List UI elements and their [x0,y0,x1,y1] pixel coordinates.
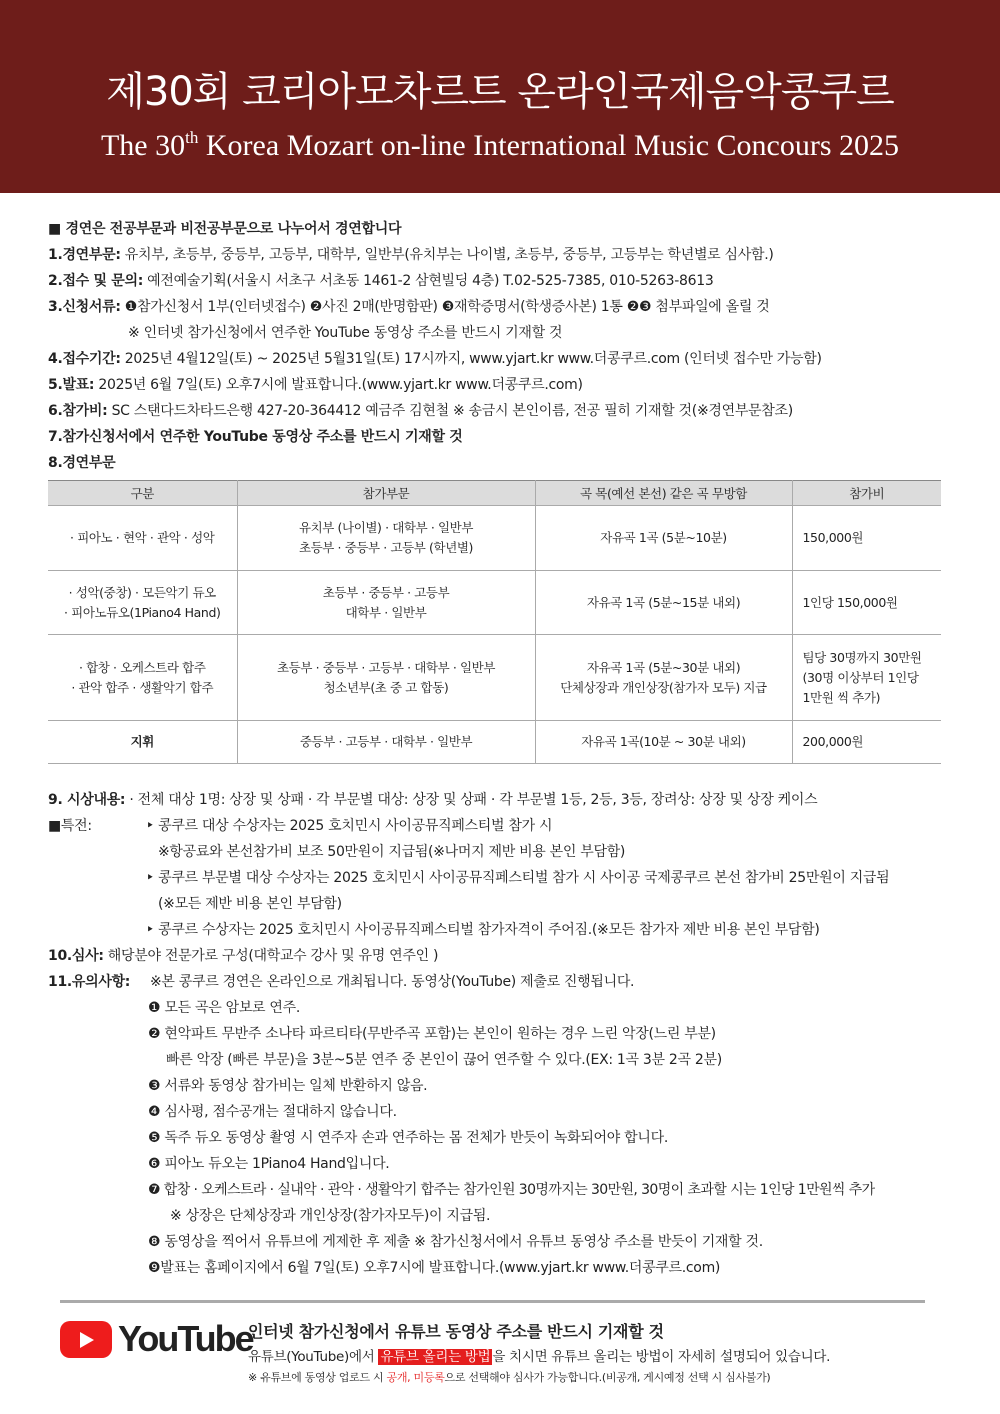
line-special-2-note: (※모든 제반 비용 본인 부담함) [158,896,342,912]
note-4: ❹ 심사평, 점수공개는 절대하지 않습니다. [148,1104,397,1120]
note-3: ❸ 서류와 동영상 참가비는 일체 반환하지 않음. [148,1078,428,1094]
table-cell: · 피아노 · 현악 · 관악 · 성악 [48,506,237,571]
note-9: ❾발표는 홈페이지에서 6월 7일(토) 오후7시에 발표합니다.(www.yjart.kr www.더콩쿠르.com) [148,1260,721,1276]
table-cell: 자유곡 1곡 (5분~15분 내외) [535,571,792,635]
line-special-1: ‣ 콩쿠르 대상 수상자는 2025 호치민시 사이공뮤직페스티벌 참가 시 [146,818,553,834]
table-cell: 초등부 · 중등부 · 고등부 · 대학부 · 일반부 청소년부(초 중 고 합동) [237,635,535,721]
col-header: 참가부문 [237,481,535,506]
title-korean: 제30회 코리아모차르트 온라인국제음악콩쿠르 [106,69,894,115]
categories-table [48,480,941,764]
intro-line: ■ 경연은 전공부문과 비전공부문으로 나누어서 경연합니다 [48,221,402,237]
col-header: 구분 [48,481,237,506]
note-0: ※본 콩쿠르 경연은 온라인으로 개최됩니다. 동영상(YouTube) 제출로 진행됩니다. [150,974,635,990]
line-special-label: ■특전: [48,818,92,834]
table-cell: 지휘 [48,721,237,764]
line-special-1-note: ※항공료와 본선참가비 보조 50만원이 지급됨(※나머지 제반 비용 본인 부담함) [158,844,626,860]
footer-divider [60,1300,925,1303]
line-period: 4.접수기간: 2025년 4월12일(토) ~ 2025년 5월31일(토) 17시까지, www.yjart.kr www.더콩쿠르.com (인터넷 접수만 가능함) [48,351,822,367]
note-7b: ※ 상장은 단체상장과 개인상장(참가자모두)이 지급됨. [170,1208,491,1224]
line-categories-heading: 8.경연부문 [48,455,116,471]
note-2: ❷ 현악파트 무반주 소나타 파르티타(무반주곡 포함)는 본인이 원하는 경우 느린 악장(느린 부분) [148,1026,716,1042]
youtube-wordmark: YouTube [118,1318,253,1359]
table-cell: · 합창 · 오케스트라 합주 · 관악 합주 · 생활악기 합주 [48,635,237,721]
footer-headline: 인터넷 참가신청에서 유튜브 동영상 주소를 반드시 기재할 것 [248,1322,664,1341]
line-documents-note: ※ 인터넷 참가신청에서 연주한 YouTube 동영상 주소를 반드시 기재할 것 [128,325,563,341]
line-fee: 6.참가비: SC 스탠다드차타드은행 427-20-364412 예금주 김현철 ※ 송금시 본인이름, 전공 필히 기재할 것(※경연부문참조) [48,403,793,419]
title-english: The 30th Korea Mozart on-line International Music Concours 2025 [100,128,900,162]
table-cell: 200,000원 [792,721,941,764]
table-row [48,506,941,571]
table-cell: 중등부 · 고등부 · 대학부 · 일반부 [237,721,535,764]
table-header-row [48,481,941,506]
table-cell: 1인당 150,000원 [792,571,941,635]
table-row [48,571,941,635]
line-special-2: ‣ 콩쿠르 부문별 대상 수상자는 2025 호치민시 사이공뮤직페스티벌 참가 시 사이공 국제콩쿠르 본선 참가비 25만원이 지급됨 [146,870,890,886]
table-cell: 자유곡 1곡 (5분~10분) [535,506,792,571]
col-header: 곡 목(예선 본선) 같은 곡 무방함 [535,481,792,506]
line-youtube-notice: 7.참가신청서에서 연주한 YouTube 동영상 주소를 반드시 기재할 것 [48,429,463,445]
col-header: 참가비 [792,481,941,506]
table-row [48,635,941,721]
line-judging: 10.심사: 해당분야 전문가로 구성(대학교수 강사 및 유명 연주인 ) [48,948,439,964]
search-term-highlight: 유튜브 올리는 방법 [380,1349,491,1365]
youtube-play-icon [60,1321,112,1358]
header-banner [0,0,1000,193]
table-cell: 자유곡 1곡 (5분~30분 내외) 단체상장과 개인상장(참가자 모두) 지급 [535,635,792,721]
line-notes-label: 11.유의사항: [48,974,131,990]
table-row [48,721,941,764]
table-cell: 자유곡 1곡(10분 ~ 30분 내외) [535,721,792,764]
footer-note: ※ 유튜브에 동영상 업로드 시 공개, 미등록으로 선택해야 심사가 가능합니다.(비공개, 게시예정 선택 시 심사불가) [248,1371,771,1384]
note-8: ❽ 동영상을 찍어서 유튜브에 게제한 후 제출 ※ 참가신청서에서 유튜브 동영상 주소를 반듯이 기재할 것. [148,1234,763,1250]
note-6: ❻ 피아노 듀오는 1Piano4 Hand입니다. [148,1156,390,1172]
line-documents: 3.신청서류: ❶참가신청서 1부(인터넷접수) ❷사진 2매(반명함판) ❸재학증명서(학생증사본) 1통 ❷❸ 첨부파일에 올릴 것 [48,299,770,315]
table-cell: 초등부 · 중등부 · 고등부 대학부 · 일반부 [237,571,535,635]
table-cell: 150,000원 [792,506,941,571]
note-5: ❺ 독주 듀오 동영상 촬영 시 연주자 손과 연주하는 몸 전체가 반듯이 녹화되어야 합니다. [148,1130,668,1146]
line-categories: 1.경연부문: 유치부, 초등부, 중등부, 고등부, 대학부, 일반부(유치부는 나이별, 초등부, 중등부, 고등부는 학년별로 심사함.) [48,247,774,263]
note-1: ❶ 모든 곡은 암보로 연주. [148,1000,301,1016]
line-awards: 9. 시상내용: · 전체 대상 1명: 상장 및 상패 · 각 부문별 대상: 상장 및 상패 · 각 부문별 1등, 2등, 3등, 장려상: 상장 및 상장 케이스 [48,792,818,808]
youtube-logo [60,1318,253,1362]
footer-description: 유튜브(YouTube)에서 유튜브 올리는 방법 을 치시면 유튜브 올리는 방법이 자세히 설명되어 있습니다. [248,1349,831,1365]
line-announcement: 5.발표: 2025년 6월 7일(토) 오후7시에 발표합니다.(www.yjart.kr www.더콩쿠르.com) [48,377,583,393]
note-2b: 빠른 악장 (빠른 부문)을 3분~5분 연주 중 본인이 끊어 연주할 수 있다.(EX: 1곡 3분 2곡 2분) [166,1052,722,1068]
table-cell: 팀당 30명까지 30만원 (30명 이상부터 1인당 1만원 씩 추가) [792,635,941,721]
line-special-3: ‣ 콩쿠르 수상자는 2025 호치민시 사이공뮤직페스티벌 참가자격이 주어짐.(※모든 참가자 제반 비용 본인 부담함) [146,922,820,938]
line-contact: 2.접수 및 문의: 예전예술기획(서울시 서초구 서초동 1461-2 삼현빌딩 4층) T.02-525-7385, 010-5263-8613 [48,273,714,289]
table-cell: · 성악(중창) · 모든악기 듀오 · 피아노듀오(1Piano4 Hand) [48,571,237,635]
note-7: ❼ 합창 · 오케스트라 · 실내악 · 관악 · 생활악기 합주는 참가인원 30명까지는 30만원, 30명이 초과할 시는 1인당 1만원씩 추가 [148,1182,875,1198]
table-cell: 유치부 (나이별) · 대학부 · 일반부 초등부 · 중등부 · 고등부 (학년별) [237,506,535,571]
